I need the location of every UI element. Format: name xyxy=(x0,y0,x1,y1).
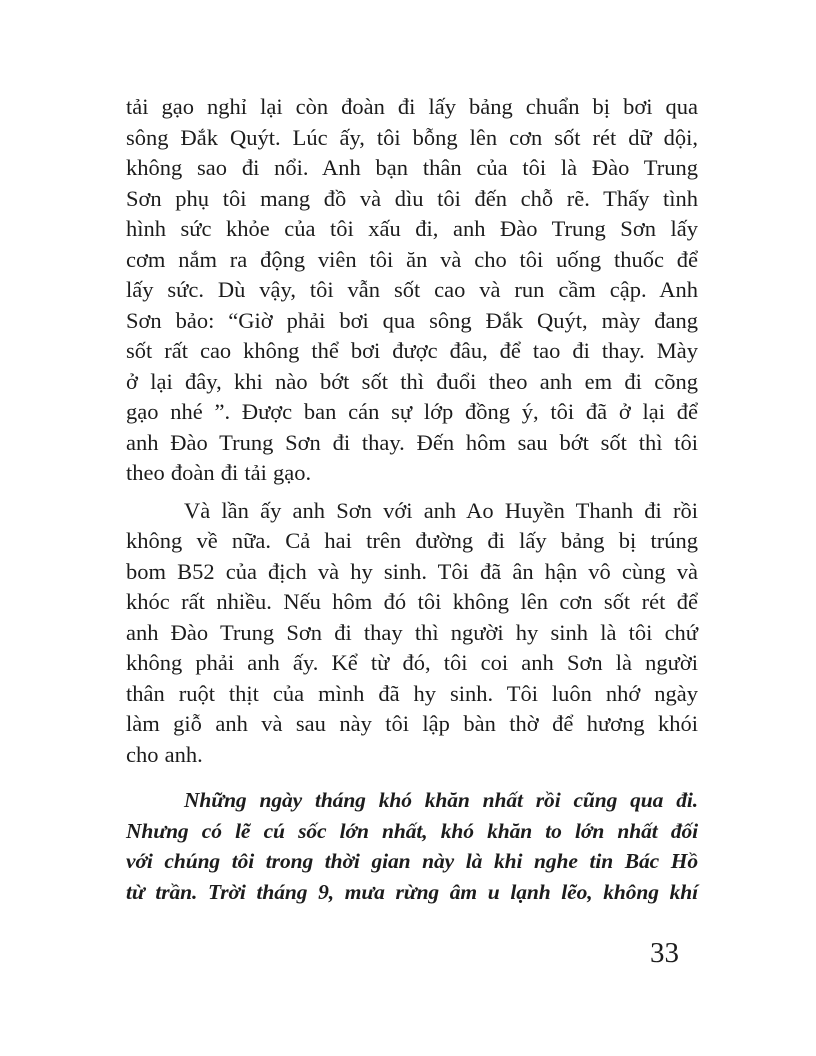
page-text-block xyxy=(126,92,698,907)
paragraph-1 xyxy=(126,92,698,489)
text-line: ở lại đây, khi nào bớt sốt thì đuổi theo anh em đi cõng xyxy=(126,368,698,394)
text-line: sông Đắk Quýt. Lúc ấy, tôi bỗng lên cơn sốt rét dữ dội, xyxy=(126,124,698,150)
text-line: hình sức khỏe của tôi xấu đi, anh Đào Trung Sơn lấy xyxy=(126,216,698,241)
text-line: Sơn phụ tôi mang đồ và dìu tôi đến chỗ rẽ. Thấy tình xyxy=(126,185,698,211)
text-line: Những ngày tháng khó khăn nhất rồi cũng qua đi. xyxy=(184,788,698,812)
text-line: gạo nhé ”. Được ban cán sự lớp đồng ý, tôi đã ở lại để xyxy=(126,399,698,424)
paragraph-3-emphasis xyxy=(126,785,698,907)
text-line: anh Đào Trung Sơn đi thay thì người hy sinh là tôi chứ xyxy=(126,619,698,645)
text-line: Và lần ấy anh Sơn với anh Ao Huyền Thanh đi rồi xyxy=(184,497,698,523)
paragraph-2 xyxy=(126,496,698,771)
text-line: cơm nắm ra động viên tôi ăn và cho tôi uống thuốc để xyxy=(126,246,698,272)
text-line: anh Đào Trung Sơn đi thay. Đến hôm sau bớt sốt thì tôi xyxy=(126,429,698,455)
text-line: với chúng tôi trong thời gian này là khi nghe tin Bác Hồ xyxy=(126,849,698,873)
text-line: khóc rất nhiều. Nếu hôm đó tôi không lên cơn sốt rét để xyxy=(126,589,698,614)
text-line: làm giỗ anh và sau này tôi lập bàn thờ để hương khói xyxy=(126,711,698,736)
text-line: không phải anh ấy. Kể từ đó, tôi coi anh Sơn là người xyxy=(126,650,698,675)
text-line: Nhưng có lẽ cú sốc lớn nhất, khó khăn to lớn nhất đối xyxy=(126,818,698,843)
text-line: bom B52 của địch và hy sinh. Tôi đã ân hận vô cùng và xyxy=(126,558,698,584)
text-line: sốt rất cao không thể bơi được đâu, để tao đi thay. Mày xyxy=(126,338,698,363)
text-line: không sao đi nổi. Anh bạn thân của tôi là Đào Trung xyxy=(126,155,698,180)
text-line: cho anh. xyxy=(126,741,203,767)
text-line: từ trần. Trời tháng 9, mưa rừng âm u lạnh lẽo, không khí xyxy=(126,879,698,904)
text-line: Sơn bảo: “Giờ phải bơi qua sông Đắk Quýt, mày đang xyxy=(126,307,698,333)
text-line: thân ruột thịt của mình đã hy sinh. Tôi luôn nhớ ngày xyxy=(126,680,698,706)
text-line: không về nữa. Cả hai trên đường đi lấy bảng bị trúng xyxy=(126,528,698,553)
text-line: lấy sức. Dù vậy, tôi vẫn sốt cao và run cầm cập. Anh xyxy=(126,277,698,302)
text-line: theo đoàn đi tải gạo. xyxy=(126,460,312,485)
page-number: 33 xyxy=(650,937,679,969)
text-line: tải gạo nghỉ lại còn đoàn đi lấy bảng chuẩn bị bơi qua xyxy=(126,94,698,119)
